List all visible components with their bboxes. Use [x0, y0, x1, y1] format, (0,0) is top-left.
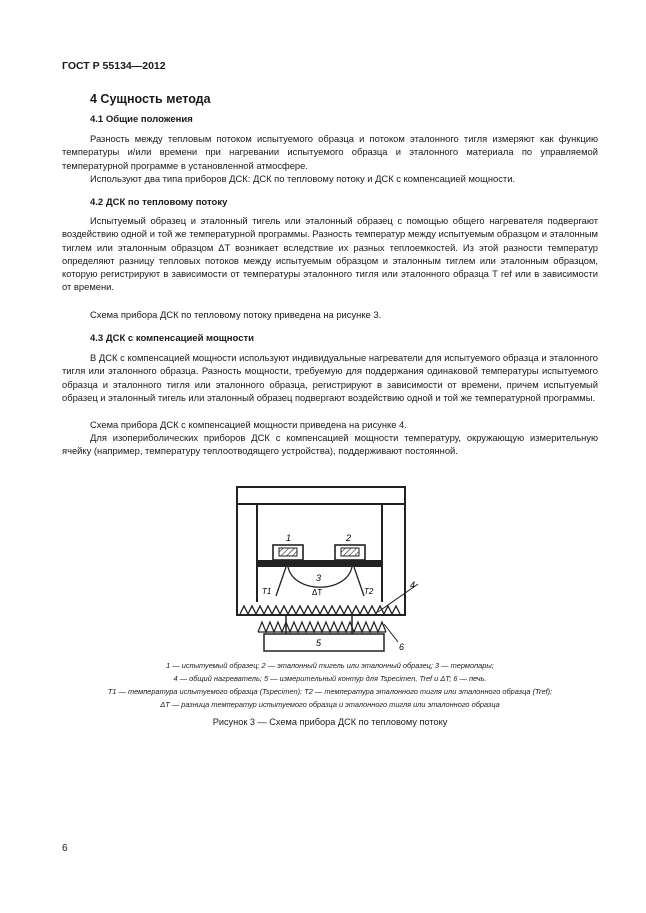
label-6: 6 [399, 642, 405, 652]
dsc-heat-flux-diagram [228, 484, 418, 654]
label-3: 3 [316, 573, 322, 583]
page-number: 6 [62, 843, 68, 854]
label-t2: T2 [364, 587, 374, 596]
label-2: 2 [346, 533, 352, 543]
section-title: 4 Сущность метода [90, 92, 211, 106]
paragraph-4-3-2: Схема прибора ДСК с компенсацией мощности приведена на рисунке 4. [90, 419, 407, 430]
paragraph-4-1-2: Используют два типа приборов ДСК: ДСК по тепловому потоку и ДСК с компенсацией мощности. [90, 173, 516, 184]
figure-legend-line-3: T1 — температура испытуемого образца (Tspecimen); T2 — температура эталонного тигля или эталонного образца (Tref); [107, 687, 553, 696]
figure-title: Рисунок 3 — Схема прибора ДСК по тепловому потоку [212, 717, 448, 727]
paragraph-4-2-1: Испытуемый образец и эталонный тигель или эталонный образец с помощью общего нагревателя подвергают воздействию одной и той же температурной программы. Разность температур между испытуемым образцом и эталонным тиглем или эталонным образцом ΔT возникает вследствие их разных теплоемкостей. Из этой разности температур определяют разницу тепловых потоков между испытуемым образцом и эталонным тиглем или эталонным образцом, которую регистрируют в зависимости от температуры эталонного тигля или эталонного образца T ref или в зависимости от времени. [62, 215, 598, 293]
label-5: 5 [316, 638, 322, 648]
label-delta-t: ΔT [312, 588, 323, 597]
measuring-circuit-box [264, 634, 384, 651]
subsection-4-2-title: 4.2 ДСК по тепловому потоку [90, 197, 228, 208]
figure-legend-line-1: 1 — испытуемый образец; 2 — эталонный тигель или эталонный образец; 3 — термопары; [166, 661, 494, 670]
subsection-4-1-title: 4.1 Общие положения [90, 114, 193, 125]
document-header: ГОСТ Р 55134—2012 [62, 60, 166, 72]
paragraph-4-1-1: Разность между тепловым потоком испытуемого образца и потоком эталонного тигля измеряют как функцию температуры и/или времени при нагревании испытуемого образца и эталонного материала по управляемой температурной программе в установленной атмосфере. [62, 133, 598, 171]
figure-legend-line-2: 4 — общий нагреватель; 5 — измерительный контур для Tspecimen, Tref и ΔT; 6 — печь. [173, 674, 487, 683]
paragraph-4-3-3: Для изопериболических приборов ДСК с компенсацией мощности температуру, окружающую измерительную ячейку (например, температуру теплоотводящего устройства), поддерживают постоянной. [62, 432, 598, 457]
label-t1: T1 [262, 587, 272, 596]
paragraph-4-2-2: Схема прибора ДСК по тепловому потоку приведена на рисунке 3. [90, 309, 382, 320]
subsection-4-3-title: 4.3 ДСК с компенсацией мощности [90, 333, 254, 344]
figure-legend-line-4: ΔT — разница температур испытуемого образца и эталонного тигля или эталонного образца [160, 700, 500, 709]
label-4: 4 [410, 580, 416, 590]
common-heater-plate [257, 560, 382, 567]
paragraph-4-3-1: В ДСК с компенсацией мощности используют индивидуальные нагреватели для испытуемого образца и эталонного тигля или эталонного образца. Разность мощности, требуемую для поддержания одинаковой температуры испытуемого образца и эталонного тигля или эталонного образца, регистрируют в зависимости от времени, причем испытуемый образец и эталонный тигель или эталонный образец подвергают воздействию одной и той же температурной программы. [62, 352, 598, 403]
label-1: 1 [286, 533, 292, 543]
heater-zigzag [240, 606, 400, 614]
